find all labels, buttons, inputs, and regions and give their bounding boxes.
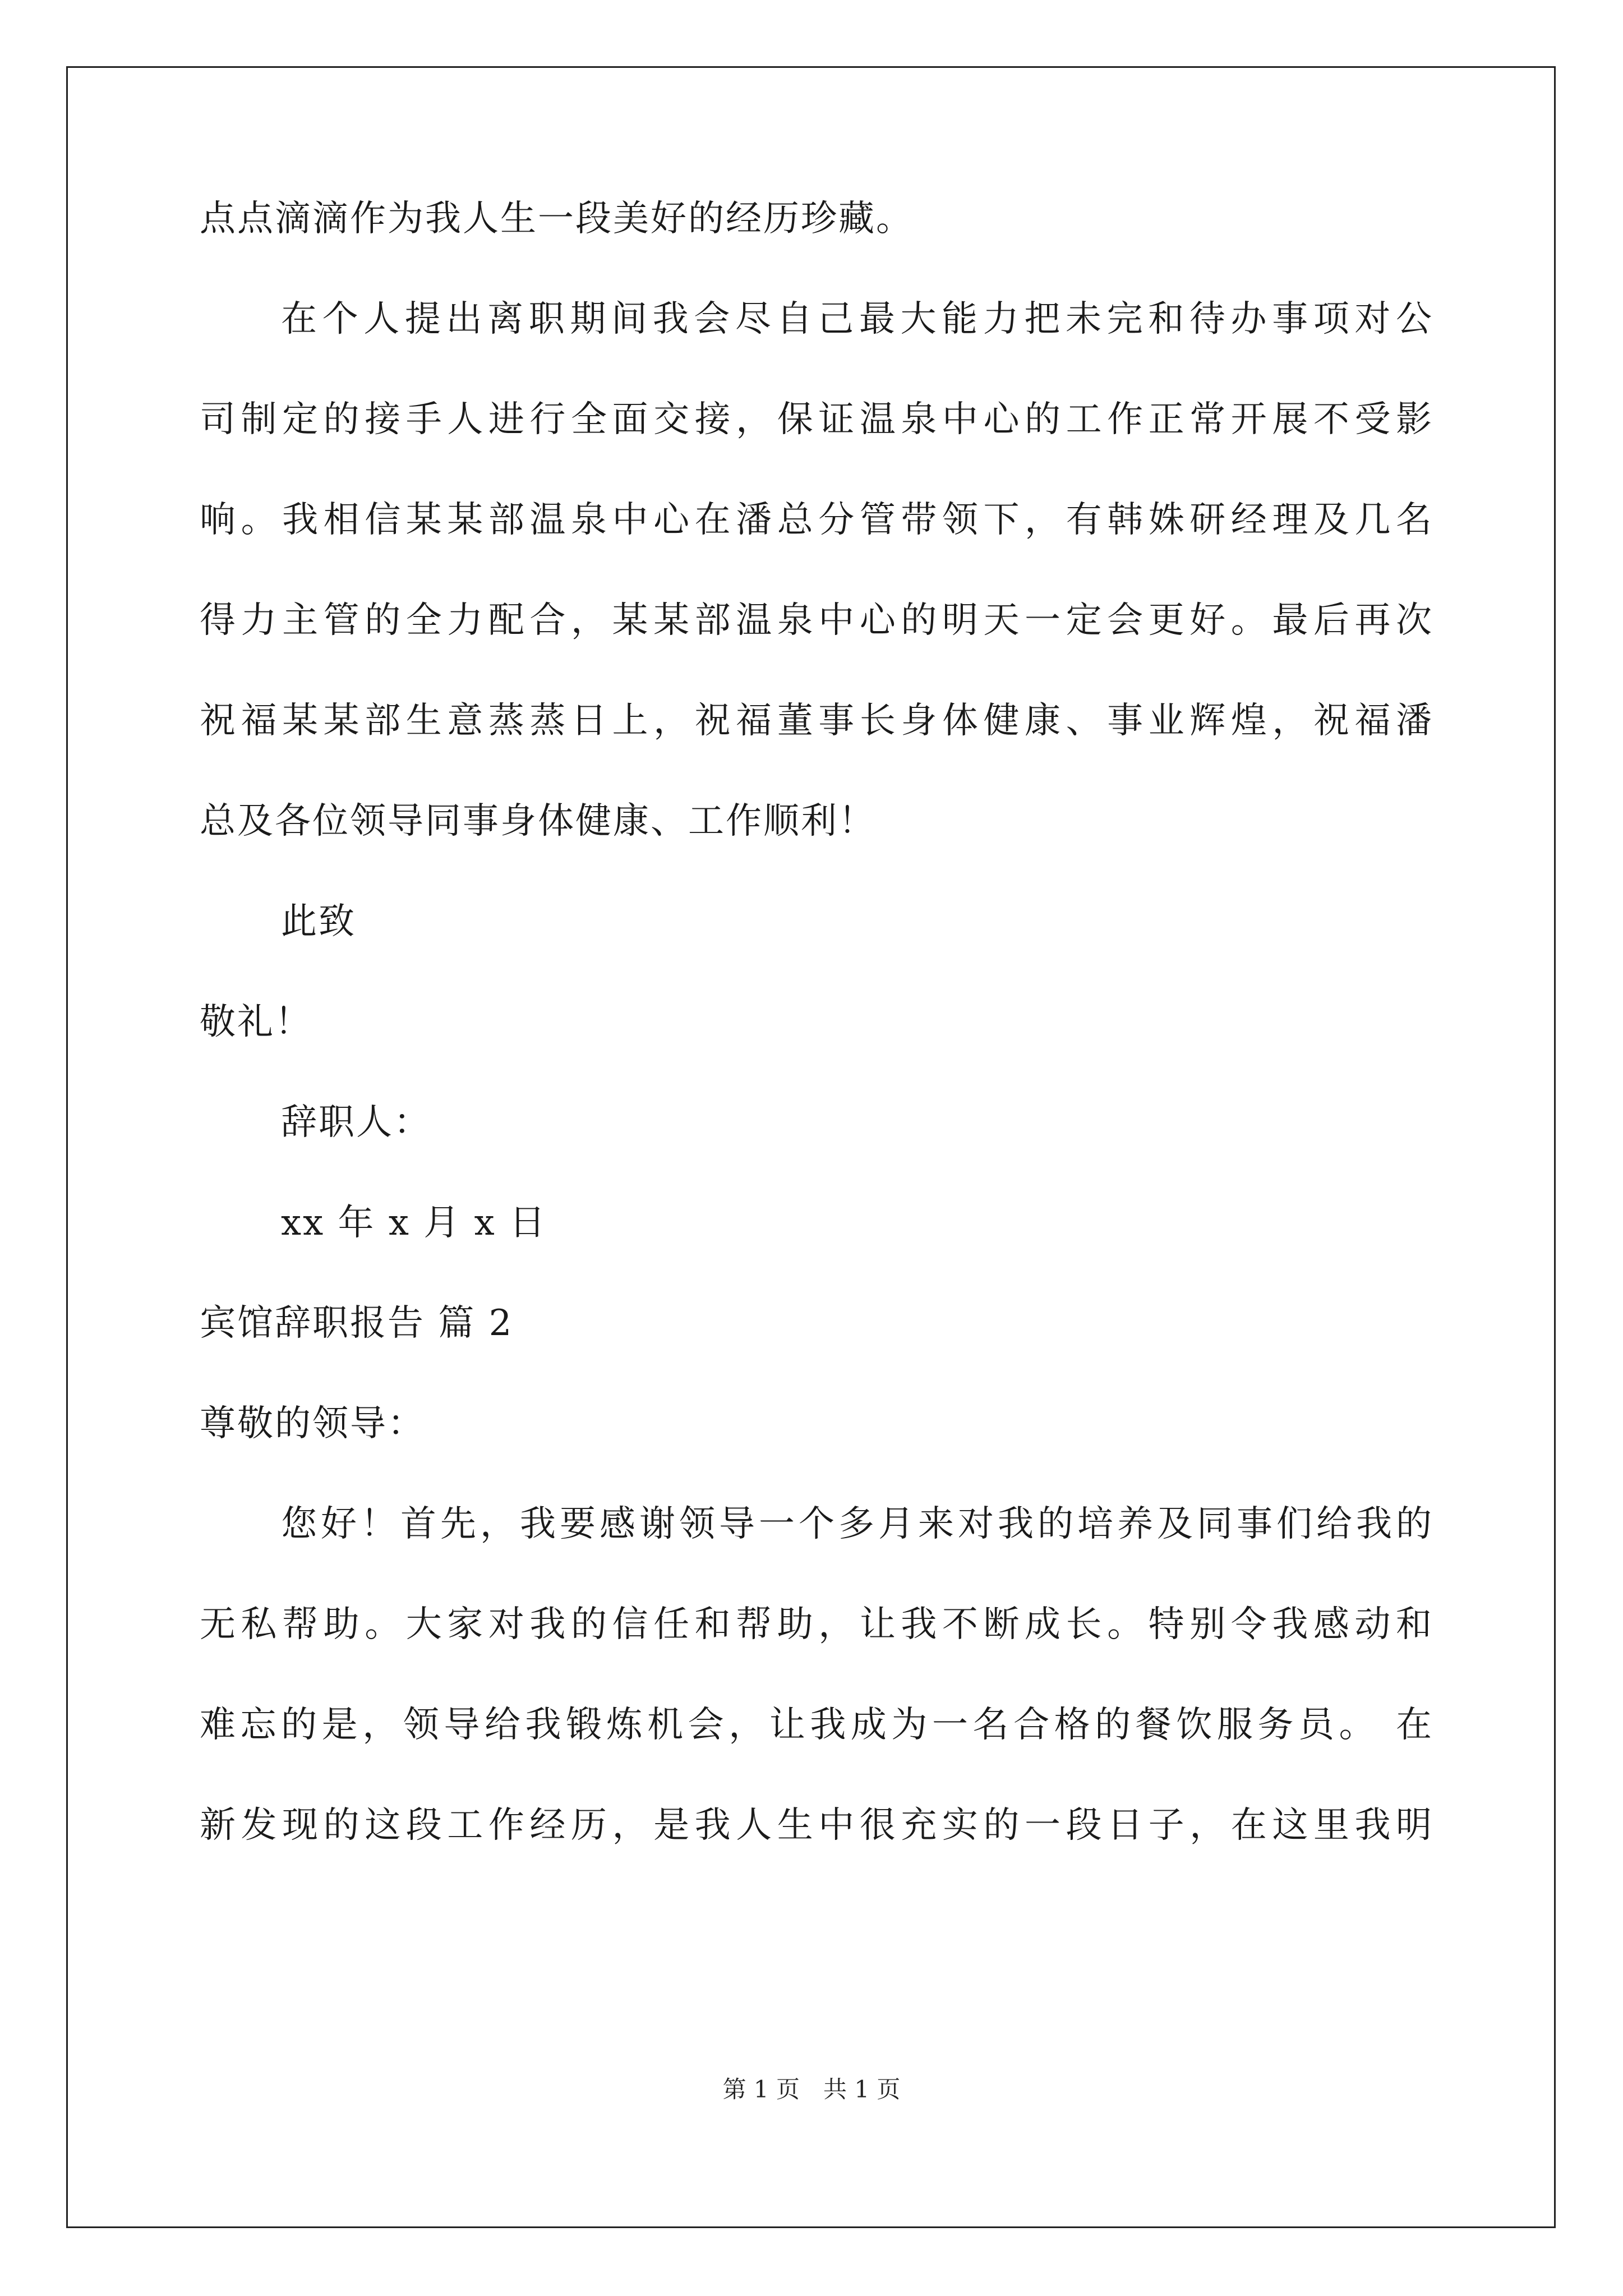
- page-border: [66, 66, 1556, 2228]
- text-line: 您好！首先，我要感谢领导一个多月来对我的培养及同事们给我的: [281, 1503, 1433, 1545]
- text-line: 得力主管的全力配合，某某部温泉中心的明天一定会更好。最后再次: [200, 600, 1433, 641]
- text-line: 难忘的是，领导给我锻炼机会，让我成为一名合格的餐饮服务员。 在: [200, 1704, 1433, 1746]
- text-line: 祝福某某部生意蒸蒸日上，祝福董事长身体健康、事业辉煌，祝福潘: [200, 700, 1433, 742]
- signature-date: xx 年 x 月 x 日: [281, 1202, 547, 1244]
- greeting: 尊敬的领导：: [200, 1403, 425, 1444]
- text-line: 新发现的这段工作经历，是我人生中很充实的一段日子，在这里我明: [200, 1805, 1433, 1846]
- closing-regards: 敬礼！: [200, 1001, 312, 1043]
- text-line: 点点滴滴作为我人生一段美好的经历珍藏。: [200, 198, 914, 240]
- text-line: 无私帮助。大家对我的信任和帮助，让我不断成长。特别令我感动和: [200, 1604, 1433, 1645]
- closing-salutation: 此致: [281, 901, 356, 942]
- page-footer: 第 1 页 共 1 页: [722, 2076, 901, 2103]
- signature-label: 辞职人：: [281, 1102, 431, 1143]
- text-line: 司制定的接手人进行全面交接，保证温泉中心的工作正常开展不受影: [200, 399, 1433, 440]
- text-line: 在个人提出离职期间我会尽自己最大能力把未完和待办事项对公: [281, 298, 1433, 340]
- text-line: 总及各位领导同事身体健康、工作顺利！: [200, 800, 876, 842]
- section-heading: 宾馆辞职报告 篇 2: [200, 1303, 514, 1344]
- text-line: 响。我相信某某部温泉中心在潘总分管带领下，有韩姝研经理及几名: [200, 499, 1433, 541]
